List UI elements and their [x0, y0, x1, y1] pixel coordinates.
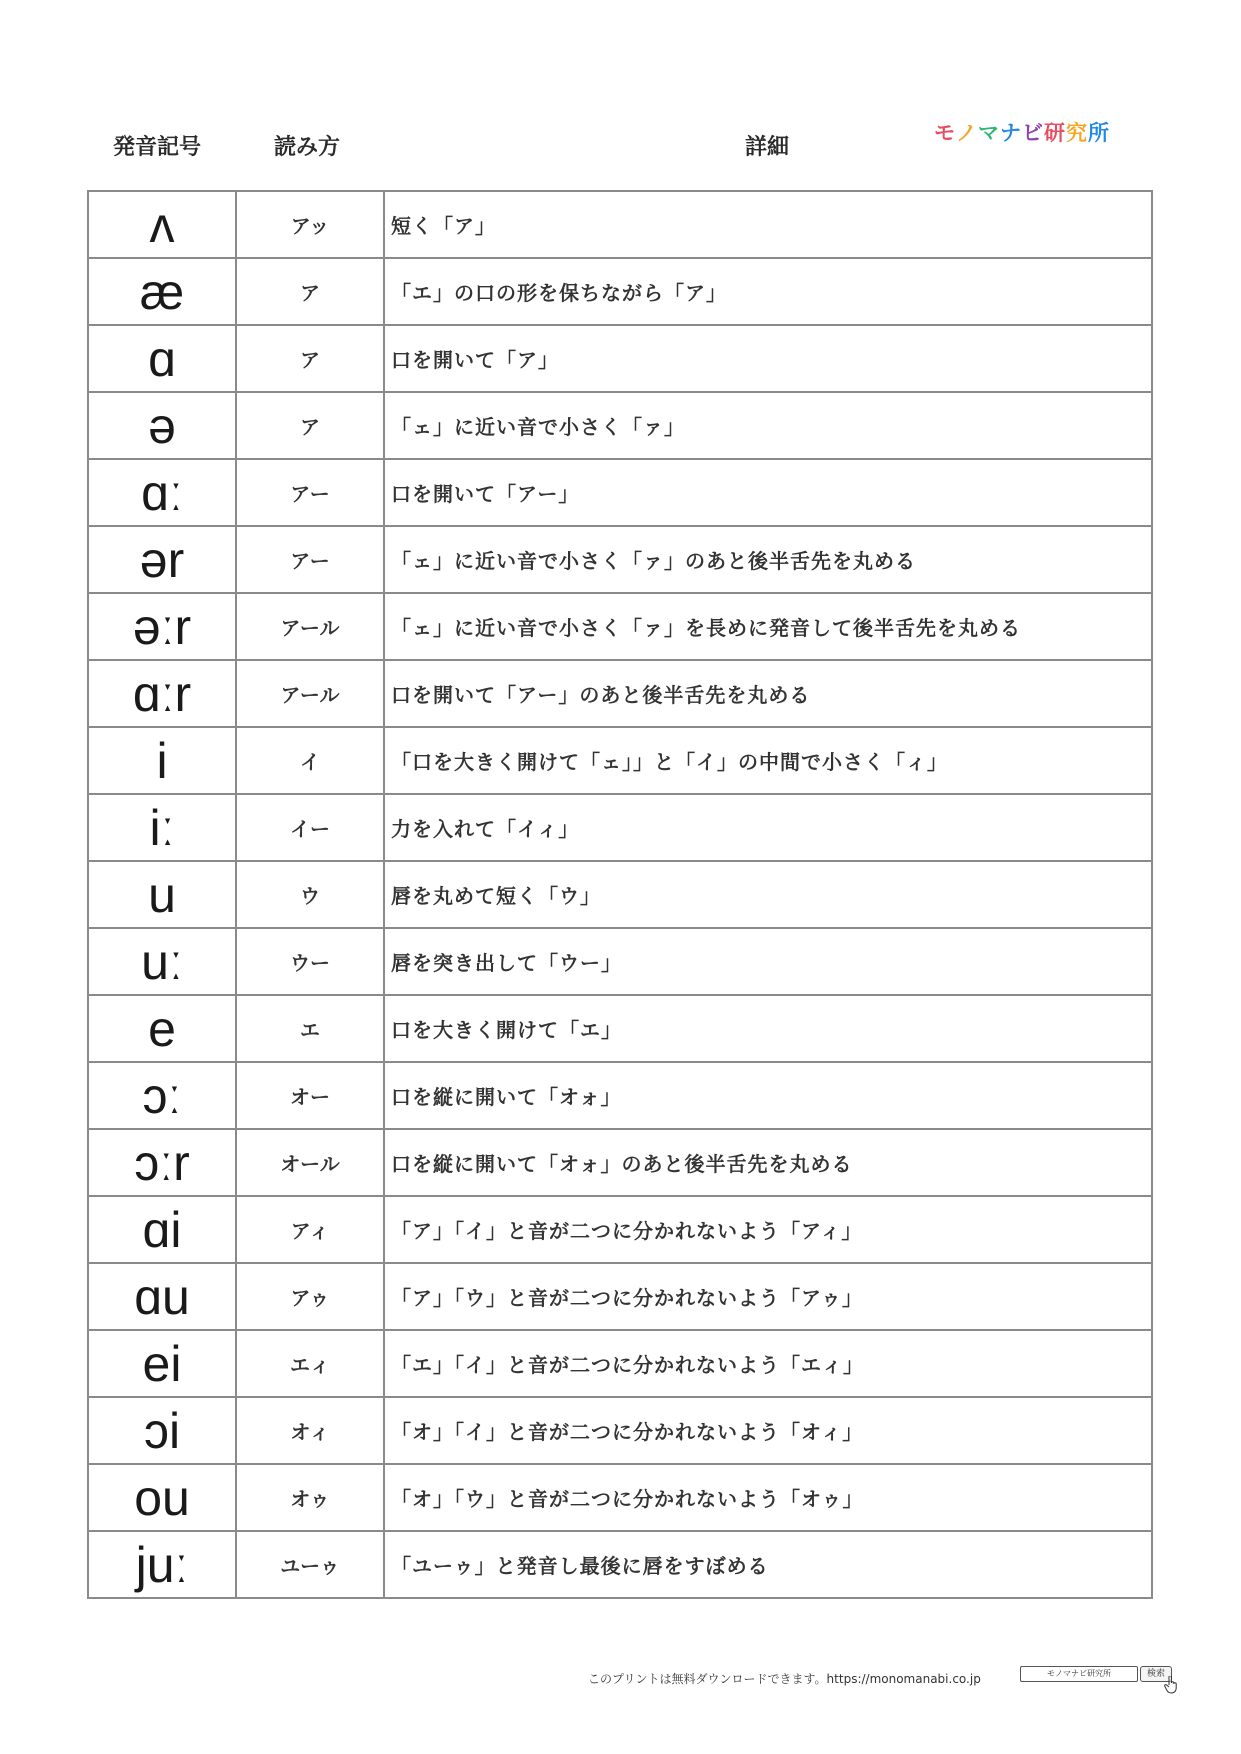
phonetic-symbol: ər — [88, 526, 236, 593]
reading: ア — [236, 392, 384, 459]
table-row — [88, 928, 1152, 995]
logo-letter: マ — [978, 121, 1000, 145]
table-row — [88, 861, 1152, 928]
detail: 「ェ」に近い音で小さく「ァ」のあと後半舌先を丸める — [384, 526, 1152, 593]
table-row — [88, 191, 1152, 258]
table-row — [88, 660, 1152, 727]
detail: 口を大きく開けて「エ」 — [384, 995, 1152, 1062]
column-header-reading: 読み方 — [274, 135, 341, 160]
detail: 「ア」「イ」と音が二つに分かれないよう「アィ」 — [384, 1196, 1152, 1263]
table-row — [88, 995, 1152, 1062]
reading: オール — [236, 1129, 384, 1196]
phonetic-symbol: iː — [88, 794, 236, 861]
detail: 「ェ」に近い音で小さく「ァ」 — [384, 392, 1152, 459]
logo-letter: ノ — [956, 121, 978, 145]
table-row — [88, 1330, 1152, 1397]
reading: アッ — [236, 191, 384, 258]
phonetic-symbol: ɔː — [88, 1062, 236, 1129]
reading: アー — [236, 459, 384, 526]
reading: エィ — [236, 1330, 384, 1397]
logo-letter: ナ — [1000, 121, 1022, 145]
phonetic-symbol: uː — [88, 928, 236, 995]
pronunciation-table — [87, 190, 1153, 1599]
detail: 「オ」「イ」と音が二つに分かれないよう「オィ」 — [384, 1397, 1152, 1464]
detail: 「オ」「ウ」と音が二つに分かれないよう「オゥ」 — [384, 1464, 1152, 1531]
reading: オィ — [236, 1397, 384, 1464]
reading: ア — [236, 325, 384, 392]
detail: 口を開いて「アー」のあと後半舌先を丸める — [384, 660, 1152, 727]
table-row — [88, 1531, 1152, 1598]
phonetic-symbol: ɑ — [88, 325, 236, 392]
logo-letter: 研 — [1044, 121, 1066, 145]
table-row — [88, 727, 1152, 794]
detail: 「口を大きく開けて「ェ」」と「イ」の中間で小さく「ィ」 — [384, 727, 1152, 794]
column-header-symbol: 発音記号 — [113, 135, 202, 160]
search-button[interactable]: 検索 — [1140, 1666, 1172, 1682]
reading: アール — [236, 593, 384, 660]
detail: 「ユーゥ」と発音し最後に唇をすぼめる — [384, 1531, 1152, 1598]
reading: オゥ — [236, 1464, 384, 1531]
phonetic-symbol: ɔːr — [88, 1129, 236, 1196]
reading: ウ — [236, 861, 384, 928]
phonetic-symbol: juː — [88, 1531, 236, 1598]
logo-letter: 所 — [1088, 121, 1110, 145]
detail: 「ェ」に近い音で小さく「ァ」を長めに発音して後半舌先を丸める — [384, 593, 1152, 660]
phonetic-symbol: i — [88, 727, 236, 794]
phonetic-symbol: ə — [88, 392, 236, 459]
table-row — [88, 1129, 1152, 1196]
reading: ア — [236, 258, 384, 325]
table-row — [88, 258, 1152, 325]
table-row — [88, 1196, 1152, 1263]
table-row — [88, 1464, 1152, 1531]
hand-pointer-icon — [1163, 1676, 1179, 1694]
reading: イ — [236, 727, 384, 794]
reading: オー — [236, 1062, 384, 1129]
footer-note: このプリントは無料ダウンロードできます。https://monomanabi.co.jp — [588, 1672, 981, 1686]
logo — [934, 117, 1110, 147]
column-header-detail: 詳細 — [745, 135, 790, 160]
phonetic-symbol: ɑu — [88, 1263, 236, 1330]
table-row — [88, 794, 1152, 861]
phonetic-symbol: u — [88, 861, 236, 928]
table-row — [88, 1263, 1152, 1330]
phonetic-symbol: e — [88, 995, 236, 1062]
phonetic-symbol: ou — [88, 1464, 236, 1531]
detail: 唇を突き出して「ウー」 — [384, 928, 1152, 995]
detail: 口を開いて「ア」 — [384, 325, 1152, 392]
logo-letter: ビ — [1022, 121, 1044, 145]
reading: エ — [236, 995, 384, 1062]
table-row — [88, 1397, 1152, 1464]
detail: 「ア」「ウ」と音が二つに分かれないよう「アゥ」 — [384, 1263, 1152, 1330]
logo-letter: モ — [934, 121, 956, 145]
table-row — [88, 593, 1152, 660]
table-row — [88, 392, 1152, 459]
detail: 唇を丸めて短く「ウ」 — [384, 861, 1152, 928]
phonetic-symbol: ʌ — [88, 191, 236, 258]
reading: イー — [236, 794, 384, 861]
phonetic-symbol: ɑi — [88, 1196, 236, 1263]
table-row — [88, 459, 1152, 526]
detail: 力を入れて「イィ」 — [384, 794, 1152, 861]
phonetic-symbol: ɔi — [88, 1397, 236, 1464]
reading: アィ — [236, 1196, 384, 1263]
reading: アール — [236, 660, 384, 727]
phonetic-symbol: əːr — [88, 593, 236, 660]
reading: アゥ — [236, 1263, 384, 1330]
logo-letter: 究 — [1066, 121, 1088, 145]
table-row — [88, 526, 1152, 593]
detail: 「エ」「イ」と音が二つに分かれないよう「エィ」 — [384, 1330, 1152, 1397]
phonetic-symbol: æ — [88, 258, 236, 325]
phonetic-symbol: ei — [88, 1330, 236, 1397]
detail: 口を開いて「アー」 — [384, 459, 1152, 526]
table-row — [88, 325, 1152, 392]
phonetic-symbol: ɑː — [88, 459, 236, 526]
detail: 「エ」の口の形を保ちながら「ア」 — [384, 258, 1152, 325]
detail: 短く「ア」 — [384, 191, 1152, 258]
detail: 口を縦に開いて「オォ」 — [384, 1062, 1152, 1129]
reading: ユーゥ — [236, 1531, 384, 1598]
table-row — [88, 1062, 1152, 1129]
detail: 口を縦に開いて「オォ」のあと後半舌先を丸める — [384, 1129, 1152, 1196]
phonetic-symbol: ɑːr — [88, 660, 236, 727]
reading: ウー — [236, 928, 384, 995]
reading: アー — [236, 526, 384, 593]
search-input[interactable]: モノマナビ研究所 — [1020, 1666, 1138, 1682]
